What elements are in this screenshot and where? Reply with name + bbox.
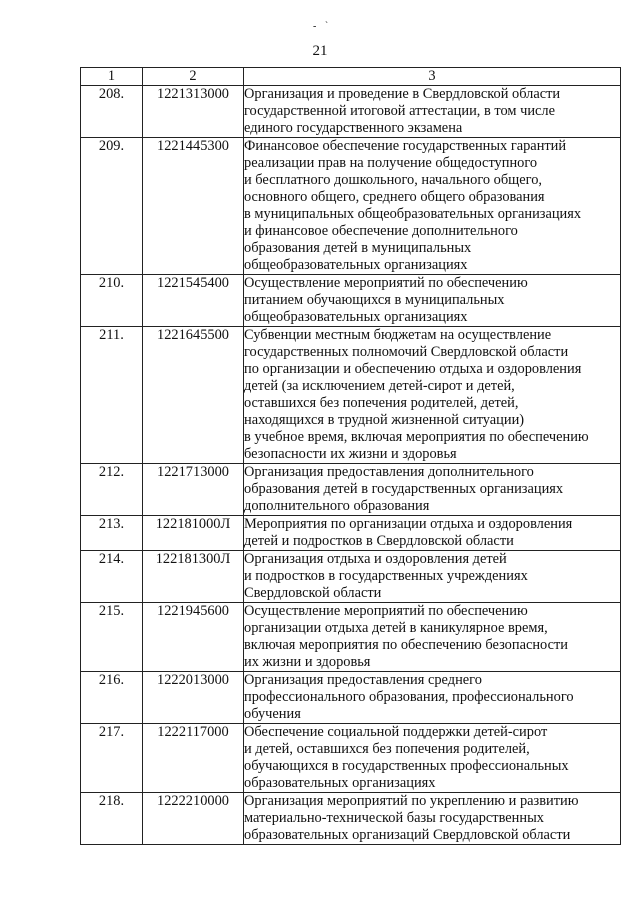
table-row xyxy=(81,672,621,724)
description-line: образования детей в государственных организациях xyxy=(244,481,564,497)
description-line: детей (за исключением детей-сирот и детей, xyxy=(244,378,515,394)
description-line: Субвенции местным бюджетам на осуществление xyxy=(244,327,552,343)
table-row xyxy=(81,275,621,327)
description-line: общеобразовательных организациях xyxy=(244,309,468,325)
description-line: и подростков в государственных учреждениях xyxy=(244,568,528,584)
row-number: 213. xyxy=(81,516,143,551)
description-line: образовательных организаций Свердловской области xyxy=(244,827,571,843)
page-number: 21 xyxy=(312,43,328,59)
row-description xyxy=(244,86,621,138)
column-header-code: 2 xyxy=(143,68,244,86)
description-line: Организация предоставления среднего xyxy=(244,672,482,688)
description-line: Свердловской области xyxy=(244,585,382,601)
row-number: 211. xyxy=(81,327,143,464)
row-description xyxy=(244,793,621,845)
description-line: государственных полномочий Свердловской области xyxy=(244,344,569,360)
table-row xyxy=(81,551,621,603)
row-description xyxy=(244,603,621,672)
row-code: 122181300Л xyxy=(143,551,244,603)
row-number: 214. xyxy=(81,551,143,603)
description-line: в муниципальных общеобразовательных организациях xyxy=(244,206,582,222)
table-row xyxy=(81,86,621,138)
row-code: 1222210000 xyxy=(143,793,244,845)
description-line: включая мероприятия по обеспечению безопасности xyxy=(244,637,568,653)
row-description xyxy=(244,551,621,603)
description-line: Финансовое обеспечение государственных гарантий xyxy=(244,138,567,154)
description-line: оставшихся без попечения родителей, детей, xyxy=(244,395,519,411)
description-line: образовательных организациях xyxy=(244,775,436,791)
description-line: Организация и проведение в Свердловской области xyxy=(244,86,561,102)
row-code: 1221445300 xyxy=(143,138,244,275)
description-line: образования детей в муниципальных xyxy=(244,240,472,256)
table-row xyxy=(81,516,621,551)
description-line: обучающихся в государственных профессиональных xyxy=(244,758,569,774)
description-line: Организация предоставления дополнительного xyxy=(244,464,534,480)
description-line: Обеспечение социальной поддержки детей-сирот xyxy=(244,724,548,740)
description-line: Организация отдыха и оздоровления детей xyxy=(244,551,507,567)
column-header-description: 3 xyxy=(244,68,621,86)
description-line: и бесплатного дошкольного, начального общего, xyxy=(244,172,542,188)
description-line: питанием обучающихся в муниципальных xyxy=(244,292,505,308)
table-row xyxy=(81,138,621,275)
description-line: и детей, оставшихся без попечения родителей, xyxy=(244,741,530,757)
table-row xyxy=(81,327,621,464)
row-description xyxy=(244,464,621,516)
table-row xyxy=(81,793,621,845)
row-description xyxy=(244,138,621,275)
description-line: в учебное время, включая мероприятия по обеспечению xyxy=(244,429,589,445)
scan-marks: - ` xyxy=(313,21,332,32)
table-row xyxy=(81,464,621,516)
description-line: Осуществление мероприятий по обеспечению xyxy=(244,275,528,291)
row-code: 1222117000 xyxy=(143,724,244,793)
description-line: государственной итоговой аттестации, в том числе xyxy=(244,103,555,119)
description-line: организации отдыха детей в каникулярное время, xyxy=(244,620,548,636)
budget-classification-table xyxy=(80,67,621,845)
row-number: 218. xyxy=(81,793,143,845)
row-number: 212. xyxy=(81,464,143,516)
description-line: общеобразовательных организациях xyxy=(244,257,468,273)
description-line: реализации прав на получение общедоступного xyxy=(244,155,538,171)
description-line: их жизни и здоровья xyxy=(244,654,371,670)
description-line: основного общего, среднего общего образования xyxy=(244,189,545,205)
description-line: детей и подростков в Свердловской области xyxy=(244,533,514,549)
description-line: обучения xyxy=(244,706,301,722)
description-line: Организация мероприятий по укреплению и развитию xyxy=(244,793,579,809)
table-header-row xyxy=(81,68,621,86)
description-line: профессионального образования, профессионального xyxy=(244,689,574,705)
description-line: дополнительного образования xyxy=(244,498,430,514)
row-description xyxy=(244,275,621,327)
row-code: 1221545400 xyxy=(143,275,244,327)
row-description xyxy=(244,327,621,464)
description-line: находящихся в трудной жизненной ситуации) xyxy=(244,412,525,428)
row-number: 215. xyxy=(81,603,143,672)
row-number: 210. xyxy=(81,275,143,327)
description-line: материально-технической базы государственных xyxy=(244,810,544,826)
row-code: 1222013000 xyxy=(143,672,244,724)
description-line: Осуществление мероприятий по обеспечению xyxy=(244,603,528,619)
table-body xyxy=(81,86,621,845)
column-header-number: 1 xyxy=(81,68,143,86)
description-line: по организации и обеспечению отдыха и оздоровления xyxy=(244,361,582,377)
row-code: 122181000Л xyxy=(143,516,244,551)
row-description xyxy=(244,516,621,551)
row-code: 1221313000 xyxy=(143,86,244,138)
description-line: единого государственного экзамена xyxy=(244,120,463,136)
row-code: 1221713000 xyxy=(143,464,244,516)
row-description xyxy=(244,724,621,793)
row-code: 1221945600 xyxy=(143,603,244,672)
table-row xyxy=(81,724,621,793)
row-code: 1221645500 xyxy=(143,327,244,464)
description-line: и финансовое обеспечение дополнительного xyxy=(244,223,518,239)
row-number: 216. xyxy=(81,672,143,724)
row-number: 209. xyxy=(81,138,143,275)
description-line: безопасности их жизни и здоровья xyxy=(244,446,457,462)
row-number: 217. xyxy=(81,724,143,793)
description-line: Мероприятия по организации отдыха и оздоровления xyxy=(244,516,573,532)
row-description xyxy=(244,672,621,724)
row-number: 208. xyxy=(81,86,143,138)
table-row xyxy=(81,603,621,672)
